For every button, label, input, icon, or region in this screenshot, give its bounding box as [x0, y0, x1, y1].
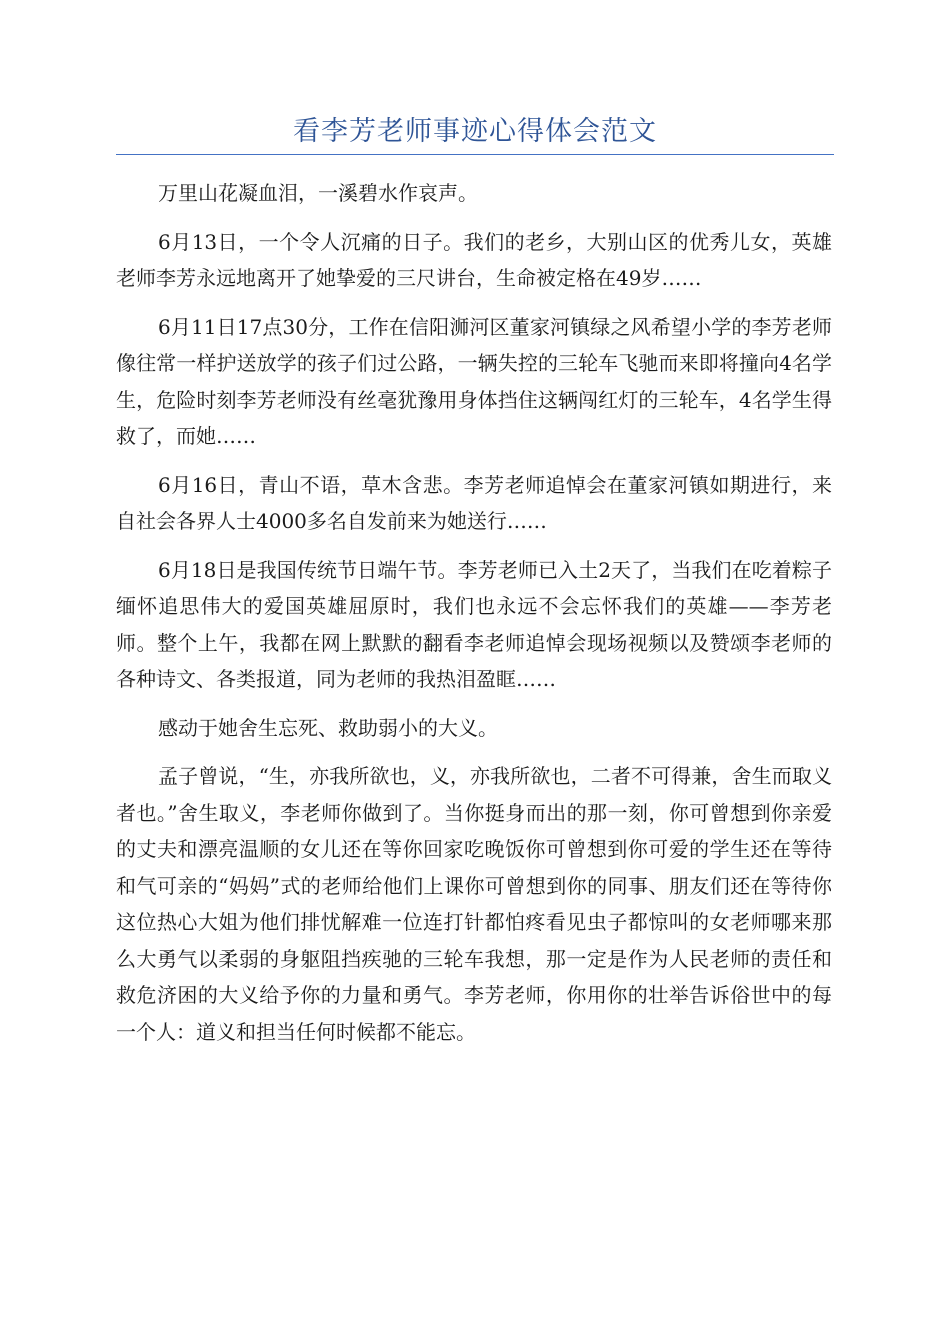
paragraph-4: 6月16日，青山不语，草木含悲。李芳老师追悼会在董家河镇如期进行，来自社会各界人士4000多名自发前来为她送行…… [116, 472, 832, 533]
paragraph-7: 孟子曾说，“生，亦我所欲也，义，亦我所欲也，二者不可得兼，舍生而取义者也。”舍生取义，李老师你做到了。当你挺身而出的那一刻，你可曾想到你亲爱的丈夫和漂亮温顺的女儿还在等你回家吃晚饭你可曾想到你可爱的学生还在等待和气可亲的“妈妈”式的老师给他们上课你可曾想到你的同事、朋友们还在等待你这位热心大姐为他们排忧解难一位连打针都怕疼看见虫子都惊叫的女老师哪来那么大勇气以柔弱的身躯阻挡疾驰的三轮车我想，那一定是作为人民老师的责任和救危济困的大义给予你的力量和勇气。李芳老师，你用你的壮举告诉俗世中的每一个人：道义和担当任何时候都不能忘。 [116, 764, 832, 1044]
paragraph-2: 6月13日，一个令人沉痛的日子。我们的老乡，大别山区的优秀儿女，英雄老师李芳永远地离开了她挚爱的三尺讲台，生命被定格在49岁…… [116, 229, 832, 290]
document-body [116, 175, 832, 1062]
paragraph-6: 感动于她舍生忘死、救助弱小的大义。 [158, 715, 498, 740]
title-underline [116, 154, 834, 155]
document-title: 看李芳老师事迹心得体会范文 [293, 116, 657, 147]
paragraph-3: 6月11日17点30分，工作在信阳浉河区董家河镇绿之风希望小学的李芳老师像往常一样护送放学的孩子们过公路，一辆失控的三轮车飞驰而来即将撞向4名学生，危险时刻李芳老师没有丝毫犹豫用身体挡住这辆闯红灯的三轮车，4名学生得救了，而她…… [116, 314, 832, 448]
paragraph-1: 万里山花凝血泪，一溪碧水作哀声。 [158, 181, 478, 205]
paragraph-5: 6月18日是我国传统节日端午节。李芳老师已入土2天了，当我们在吃着粽子缅怀追思伟大的爱国英雄屈原时，我们也永远不会忘怀我们的英雄——李芳老师。整个上午，我都在网上默默的翻看李老师追悼会现场视频以及赞颂李老师的各种诗文、各类报道，同为老师的我热泪盈眶…… [116, 557, 832, 691]
